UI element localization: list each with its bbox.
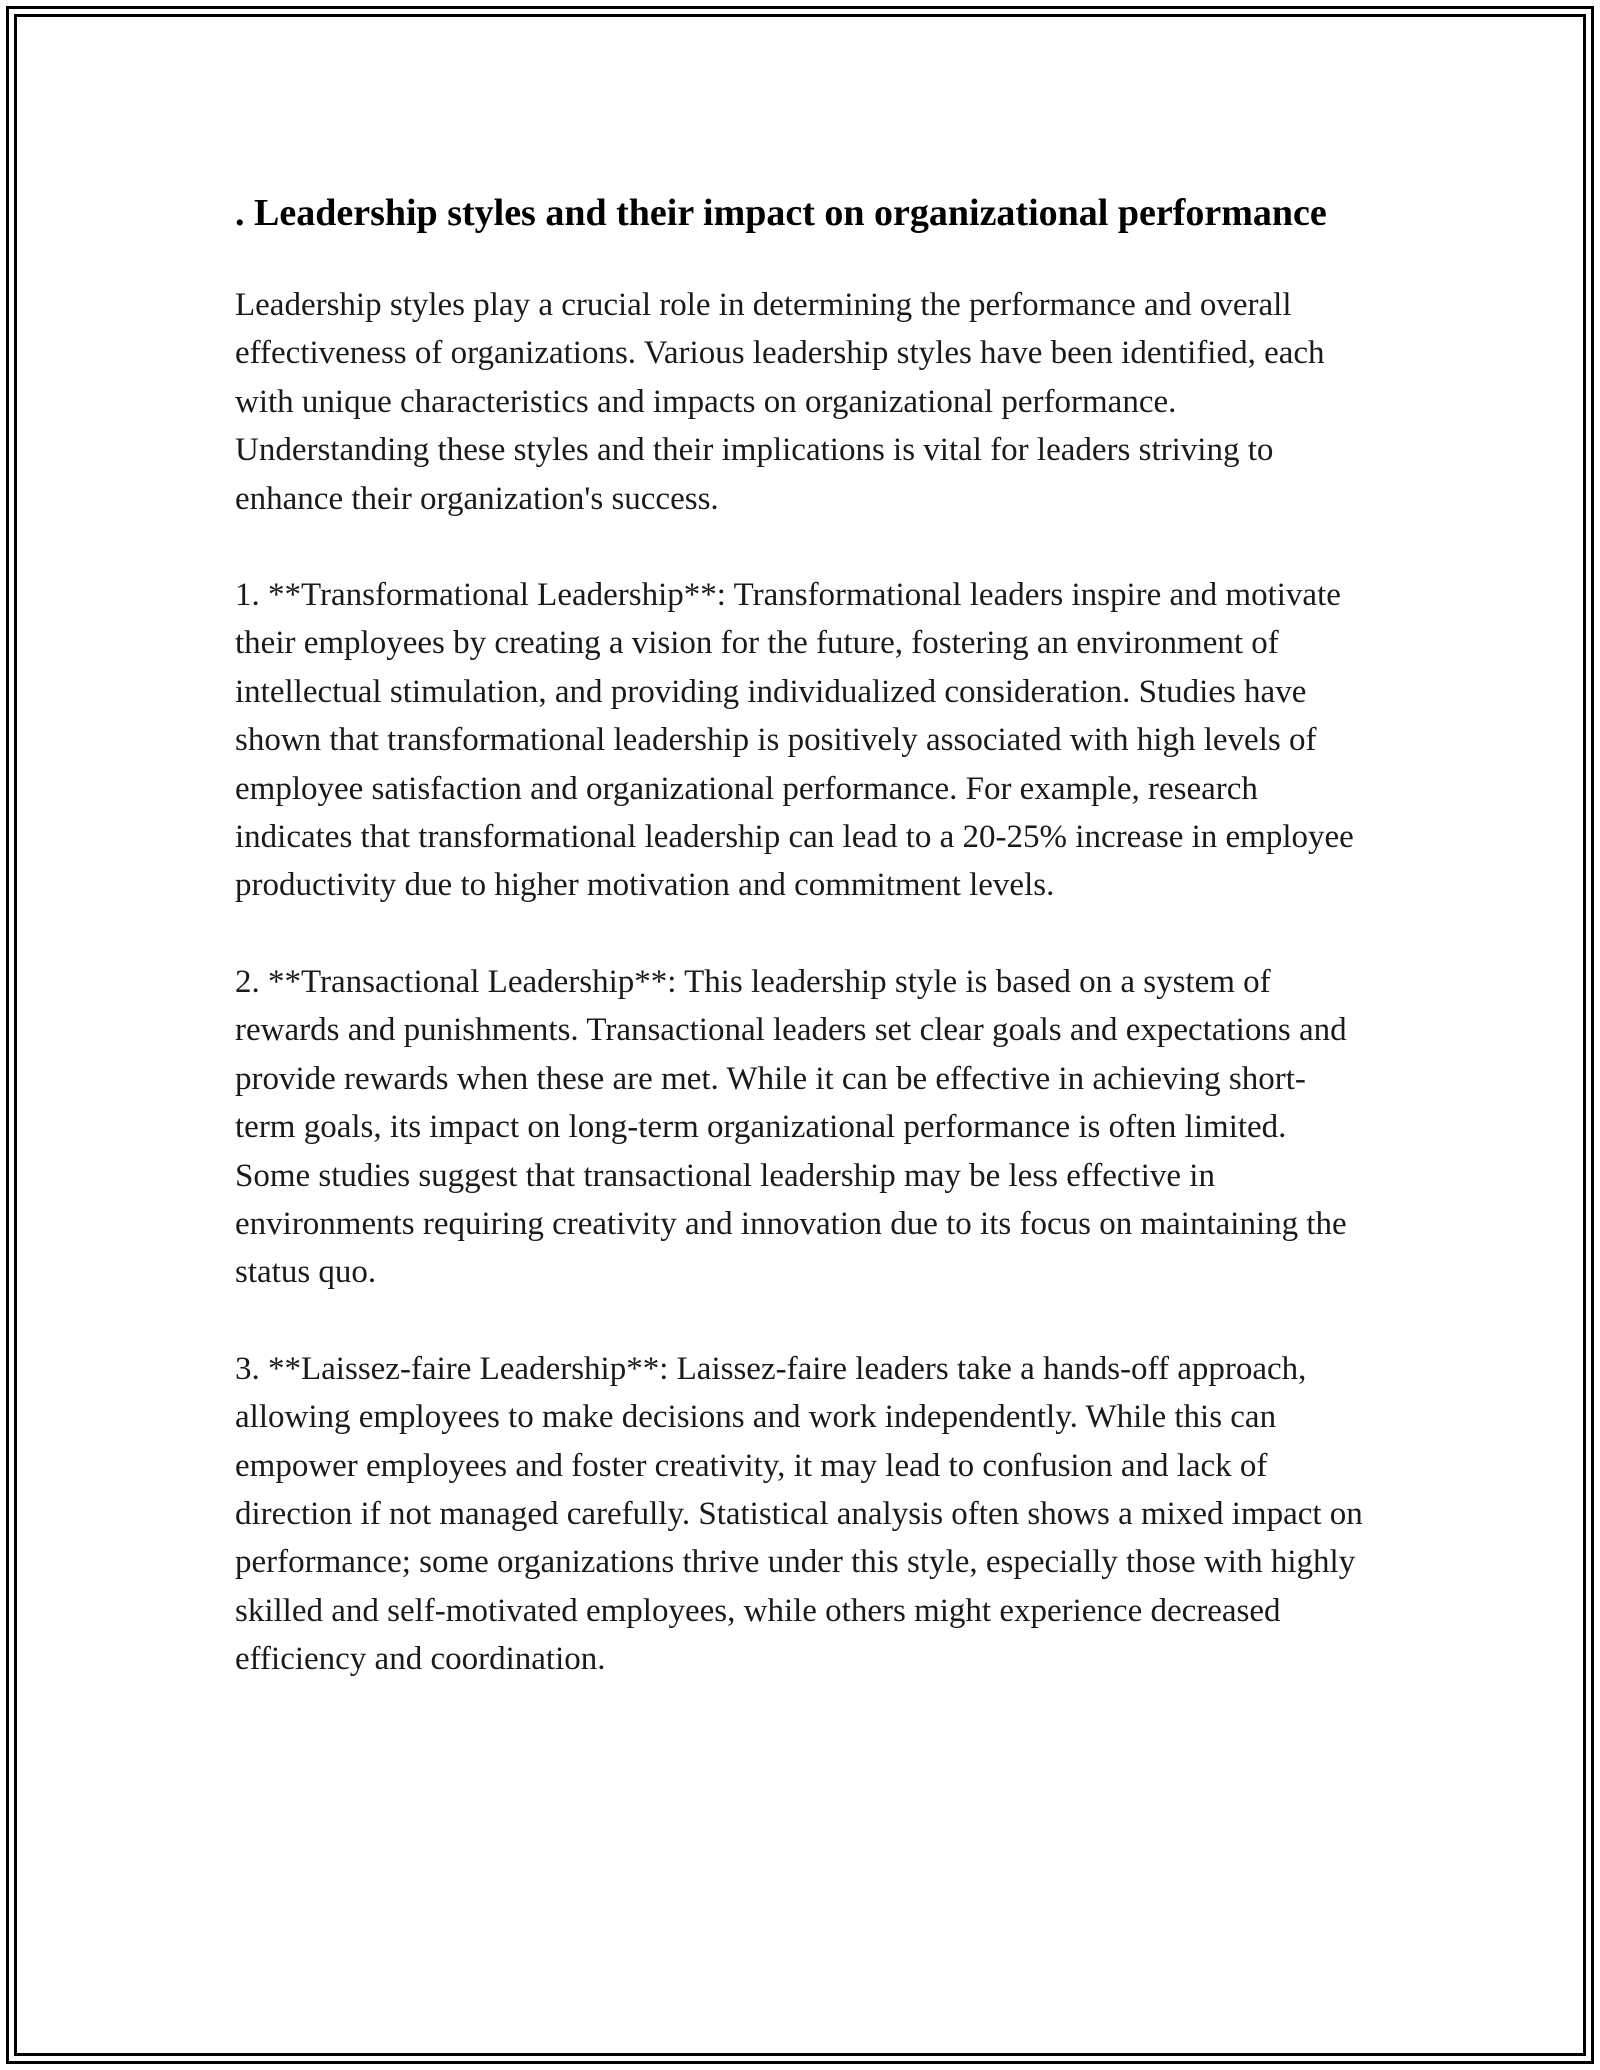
section-title: . Leadership styles and their impact on organizational performance <box>235 192 1327 234</box>
intro-paragraph: Leadership styles play a crucial role in determining the performance and overall effectiveness of organizations. Various leadership styles have been identified, each with unique characteristics and impacts on organizational performance. Understanding these styles and their implications is vital for leaders striving to enhance their organization's success. <box>235 287 1325 517</box>
transactional-leadership-paragraph: 2. **Transactional Leadership**: This leadership style is based on a system of rewards and punishments. Transactional leaders set clear goals and expectations and provide rewards when these are met. While it can be effective in achieving short-term goals, its impact on long-term organizational performance is often limited. Some studies suggest that transactional leadership may be less effective in environments requiring creativity and innovation due to its focus on maintaining the status quo. <box>235 963 1347 1291</box>
transformational-leadership-paragraph: 1. **Transformational Leadership**: Transformational leaders inspire and motivate their employees by creating a vision for the future, fostering an environment of intellectual stimulation, and providing individualized consideration. Studies have shown that transformational leadership is positively associated with high levels of employee satisfaction and organizational performance. For example, research indicates that transformational leadership can lead to a 20-25% increase in employee productivity due to higher motivation and commitment levels. <box>235 577 1354 904</box>
laissez-faire-leadership-paragraph: 3. **Laissez-faire Leadership**: Laissez-faire leaders take a hands-off approach, allowing employees to make decisions and work independently. While this can empower employees and foster creativity, it may lead to confusion and lack of direction if not managed carefully. Statistical analysis often shows a mixed impact on performance; some organizations thrive under this style, especially those with highly skilled and self-motivated employees, while others might experience decreased efficiency and coordination. <box>235 1350 1363 1678</box>
document-body <box>235 186 1365 1732</box>
